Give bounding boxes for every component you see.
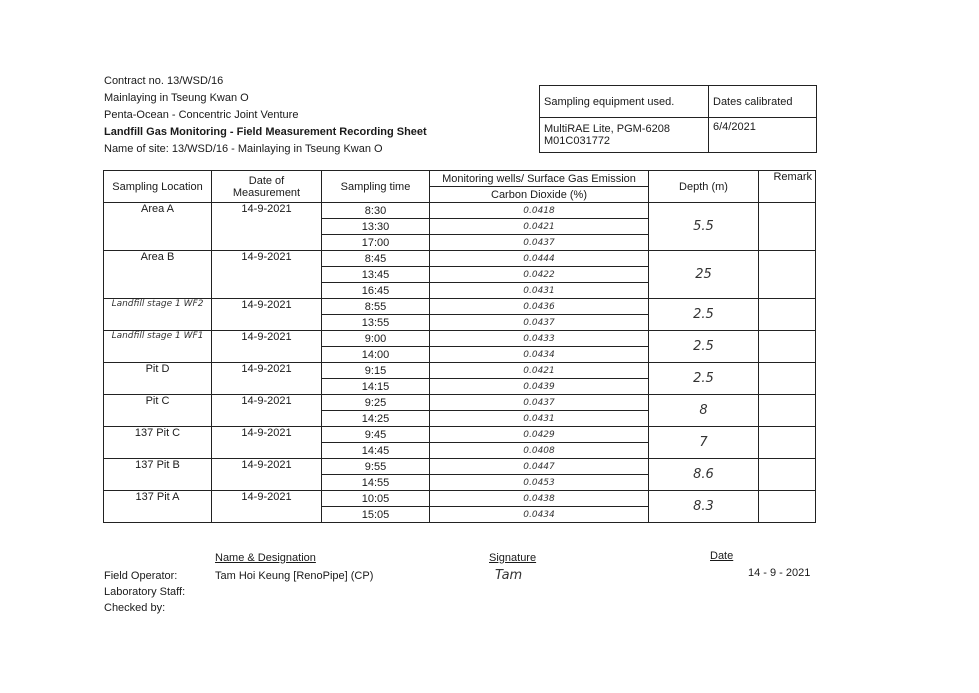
time-cell: 16:45 (322, 283, 430, 299)
co2-value-cell: 0.0421 (430, 363, 649, 379)
equipment-model: MultiRAE Lite, PGM-6208 (544, 123, 670, 135)
location-cell: Landfill stage 1 WF2 (104, 299, 212, 331)
date-cell: 14-9-2021 (212, 203, 322, 251)
co2-value-cell: 0.0431 (430, 411, 649, 427)
operator-signature: Tam (495, 568, 523, 583)
table-row (104, 491, 816, 507)
date-cell: 14-9-2021 (212, 427, 322, 459)
co2-value-cell: 0.0444 (430, 251, 649, 267)
co2-value-cell: 0.0421 (430, 219, 649, 235)
depth-cell: 8 (649, 395, 759, 427)
equipment-table (539, 85, 817, 153)
calibration-date: 6/4/2021 (709, 118, 817, 153)
time-cell: 8:55 (322, 299, 430, 315)
col-header-monitoring: Monitoring wells/ Surface Gas Emission (430, 171, 649, 187)
location-cell: 137 Pit C (104, 427, 212, 459)
document-header (104, 73, 427, 158)
col-header-date: Date of Measurement (212, 171, 322, 203)
location-cell: Landfill stage 1 WF1 (104, 331, 212, 363)
location-cell: Area A (104, 203, 212, 251)
remark-cell (759, 299, 816, 331)
time-cell: 14:45 (322, 443, 430, 459)
co2-value-cell: 0.0447 (430, 459, 649, 475)
remark-cell (759, 395, 816, 427)
location-cell: 137 Pit A (104, 491, 212, 523)
depth-cell: 8.6 (649, 459, 759, 491)
lab-staff-label: Laboratory Staff: (104, 586, 186, 598)
depth-cell: 5.5 (649, 203, 759, 251)
table-row (104, 459, 816, 475)
depth-cell: 2.5 (649, 331, 759, 363)
time-cell: 10:05 (322, 491, 430, 507)
table-row (104, 299, 816, 315)
co2-value-cell: 0.0437 (430, 315, 649, 331)
equipment-value (540, 118, 709, 153)
time-cell: 17:00 (322, 235, 430, 251)
date-cell: 14-9-2021 (212, 491, 322, 523)
location-cell: 137 Pit B (104, 459, 212, 491)
time-cell: 9:15 (322, 363, 430, 379)
co2-value-cell: 0.0453 (430, 475, 649, 491)
depth-cell: 25 (649, 251, 759, 299)
contract-number: Contract no. 13/WSD/16 (104, 75, 224, 87)
equipment-header: Sampling equipment used. (540, 86, 709, 118)
col-header-co2: Carbon Dioxide (%) (430, 187, 649, 203)
remark-cell (759, 427, 816, 459)
date-cell: 14-9-2021 (212, 363, 322, 395)
depth-cell: 2.5 (649, 299, 759, 331)
co2-value-cell: 0.0408 (430, 443, 649, 459)
co2-value-cell: 0.0418 (430, 203, 649, 219)
col-header-depth: Depth (m) (649, 171, 759, 203)
field-operator-label: Field Operator: (104, 570, 178, 582)
checked-by-label: Checked by: (104, 602, 166, 614)
co2-value-cell: 0.0434 (430, 507, 649, 523)
co2-value-cell: 0.0422 (430, 267, 649, 283)
signature-header: Signature (489, 552, 537, 564)
time-cell: 13:30 (322, 219, 430, 235)
time-cell: 13:55 (322, 315, 430, 331)
depth-cell: 8.3 (649, 491, 759, 523)
table-row (104, 203, 816, 219)
co2-value-cell: 0.0436 (430, 299, 649, 315)
table-row (104, 363, 816, 379)
remark-cell (759, 331, 816, 363)
depth-cell: 2.5 (649, 363, 759, 395)
header-row (104, 171, 816, 187)
date-cell: 14-9-2021 (212, 331, 322, 363)
name-designation-header: Name & Designation (215, 552, 316, 564)
location-cell: Pit D (104, 363, 212, 395)
date-cell: 14-9-2021 (212, 395, 322, 427)
time-cell: 9:55 (322, 459, 430, 475)
remark-cell (759, 363, 816, 395)
location-cell: Pit C (104, 395, 212, 427)
co2-value-cell: 0.0434 (430, 347, 649, 363)
field-operator-name: Tam Hoi Keung [RenoPipe] (CP) (215, 570, 374, 582)
remark-cell (759, 491, 816, 523)
table-row (104, 331, 816, 347)
time-cell: 9:00 (322, 331, 430, 347)
remark-cell (759, 203, 816, 251)
time-cell: 9:45 (322, 427, 430, 443)
date-header: Date (710, 550, 734, 562)
time-cell: 15:05 (322, 507, 430, 523)
co2-value-cell: 0.0431 (430, 283, 649, 299)
table-row (104, 427, 816, 443)
col-header-time: Sampling time (322, 171, 430, 203)
equipment-serial: M01C031772 (544, 135, 611, 147)
site-name: Name of site: 13/WSD/16 - Mainlaying in Tseung Kwan O (104, 143, 383, 155)
sheet-title: Landfill Gas Monitoring - Field Measurement Recording Sheet (104, 126, 427, 138)
table-row (104, 395, 816, 411)
co2-value-cell: 0.0438 (430, 491, 649, 507)
time-cell: 8:30 (322, 203, 430, 219)
col-header-location: Sampling Location (104, 171, 212, 203)
co2-value-cell: 0.0437 (430, 395, 649, 411)
co2-value-cell: 0.0437 (430, 235, 649, 251)
project-name: Mainlaying in Tseung Kwan O (104, 92, 249, 104)
col-header-remark: Remark (759, 171, 816, 203)
time-cell: 9:25 (322, 395, 430, 411)
date-cell: 14-9-2021 (212, 299, 322, 331)
measurement-table-body (104, 171, 816, 523)
table-row (104, 251, 816, 267)
time-cell: 13:45 (322, 267, 430, 283)
co2-value-cell: 0.0439 (430, 379, 649, 395)
time-cell: 8:45 (322, 251, 430, 267)
depth-cell: 7 (649, 427, 759, 459)
contractor-name: Penta-Ocean - Concentric Joint Venture (104, 109, 299, 121)
time-cell: 14:55 (322, 475, 430, 491)
calibration-header: Dates calibrated (709, 86, 817, 118)
co2-value-cell: 0.0433 (430, 331, 649, 347)
date-cell: 14-9-2021 (212, 459, 322, 491)
remark-cell (759, 251, 816, 299)
remark-cell (759, 459, 816, 491)
location-cell: Area B (104, 251, 212, 299)
operator-date: 14 - 9 - 2021 (748, 567, 811, 579)
time-cell: 14:15 (322, 379, 430, 395)
time-cell: 14:00 (322, 347, 430, 363)
measurement-table (103, 170, 816, 523)
time-cell: 14:25 (322, 411, 430, 427)
date-cell: 14-9-2021 (212, 251, 322, 299)
co2-value-cell: 0.0429 (430, 427, 649, 443)
